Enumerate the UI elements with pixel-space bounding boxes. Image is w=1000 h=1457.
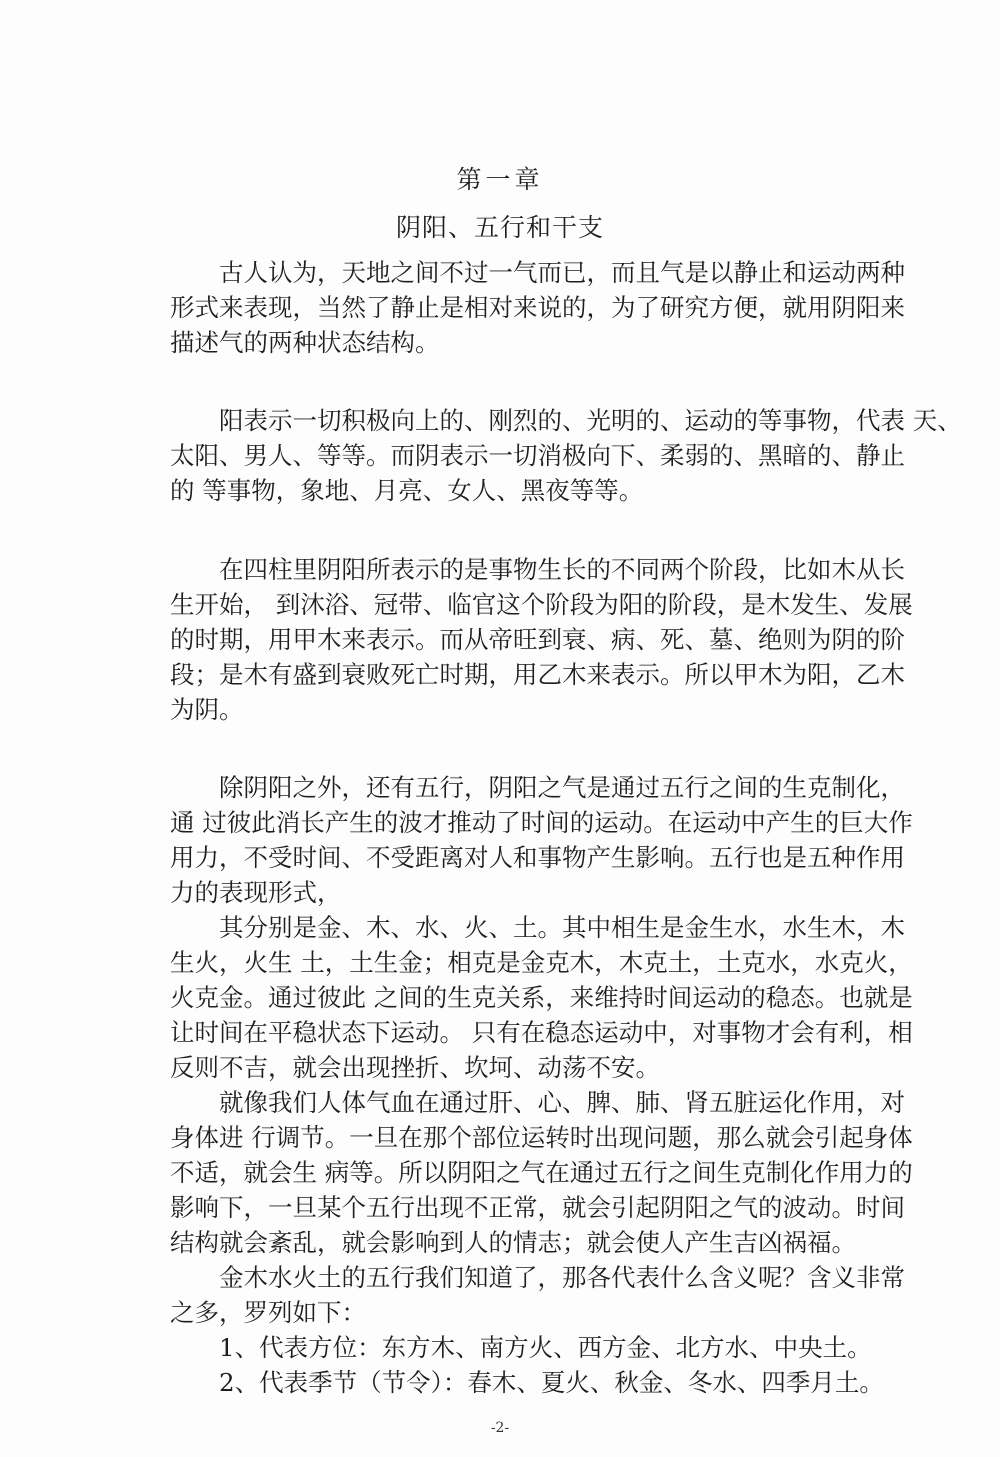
text-line: 身体进 行调节。一旦在那个部位运转时出现问题，那么就会引起身体 xyxy=(170,1123,913,1152)
text-line: 形式来表现，当然了静止是相对来说的，为了研究方便，就用阴阳来 xyxy=(170,293,905,322)
text-line: 就像我们人体气血在通过肝、心、脾、肺、肾五脏运化作用，对 xyxy=(170,1088,905,1117)
text-line: 火克金。通过彼此 之间的生克关系，来维持时间运动的稳态。也就是 xyxy=(170,983,913,1012)
list-item: 2、代表季节（节令）：春木、夏火、秋金、冬水、四季月土。 xyxy=(170,1368,884,1397)
page-number: -2- xyxy=(490,1420,510,1436)
text-line: 用力，不受时间、不受距离对人和事物产生影响。五行也是五种作用 xyxy=(170,843,905,872)
text-line: 古人认为，天地之间不过一气而已，而且气是以静止和运动两种 xyxy=(170,258,905,287)
text-line: 阳表示一切积极向上的、刚烈的、光明的、运动的等事物，代表 天、 xyxy=(170,406,962,435)
text-line: 描述气的两种状态结构。 xyxy=(170,328,440,357)
text-line: 结构就会紊乱，就会影响到人的情志；就会使人产生吉凶祸福。 xyxy=(170,1228,856,1257)
text-line: 除阴阳之外，还有五行，阴阳之气是通过五行之间的生克制化， xyxy=(170,773,905,802)
text-line: 生开始， 到沐浴、冠带、临官这个阶段为阳的阶段，是木发生、发展 xyxy=(170,590,913,619)
text-line: 生火，火生 土，土生金；相克是金克木，木克土，土克水，水克火， xyxy=(170,948,913,977)
list-item: 1、代表方位：东方木、南方火、西方金、北方水、中央土。 xyxy=(170,1333,872,1362)
text-line: 影响下，一旦某个五行出现不正常，就会引起阴阳之气的波动。时间 xyxy=(170,1193,905,1222)
text-line: 为阴。 xyxy=(170,695,244,724)
text-line: 其分别是金、木、水、火、土。其中相生是金生水，水生木，木 xyxy=(170,913,905,942)
chapter-title: 阴阳、五行和干支 xyxy=(395,213,604,242)
chapter-number: 第一章 xyxy=(456,165,544,194)
text-line: 在四柱里阴阳所表示的是事物生长的不同两个阶段，比如木从长 xyxy=(170,555,905,584)
text-line: 之多，罗列如下： xyxy=(170,1298,366,1327)
text-line: 的时期，用甲木来表示。而从帝旺到衰、病、死、墓、绝则为阴的阶 xyxy=(170,625,905,654)
text-line: 段；是木有盛到衰败死亡时期，用乙木来表示。所以甲木为阳，乙木 xyxy=(170,660,905,689)
text-line: 的 等事物，象地、月亮、女人、黑夜等等。 xyxy=(170,476,644,505)
text-line: 金木水火土的五行我们知道了，那各代表什么含义呢？含义非常 xyxy=(170,1263,905,1292)
text-line: 反则不吉，就会出现挫折、坎坷、动荡不安。 xyxy=(170,1053,660,1082)
text-line: 太阳、男人、等等。而阴表示一切消极向下、柔弱的、黑暗的、静止 xyxy=(170,441,905,470)
text-line: 让时间在平稳状态下运动。 只有在稳态运动中，对事物才会有利，相 xyxy=(170,1018,913,1047)
text-line: 不适，就会生 病等。所以阴阳之气在通过五行之间生克制化作用力的 xyxy=(170,1158,913,1187)
text-line: 通 过彼此消长产生的波才推动了时间的运动。在运动中产生的巨大作 xyxy=(170,808,913,837)
text-line: 力的表现形式， xyxy=(170,878,342,907)
